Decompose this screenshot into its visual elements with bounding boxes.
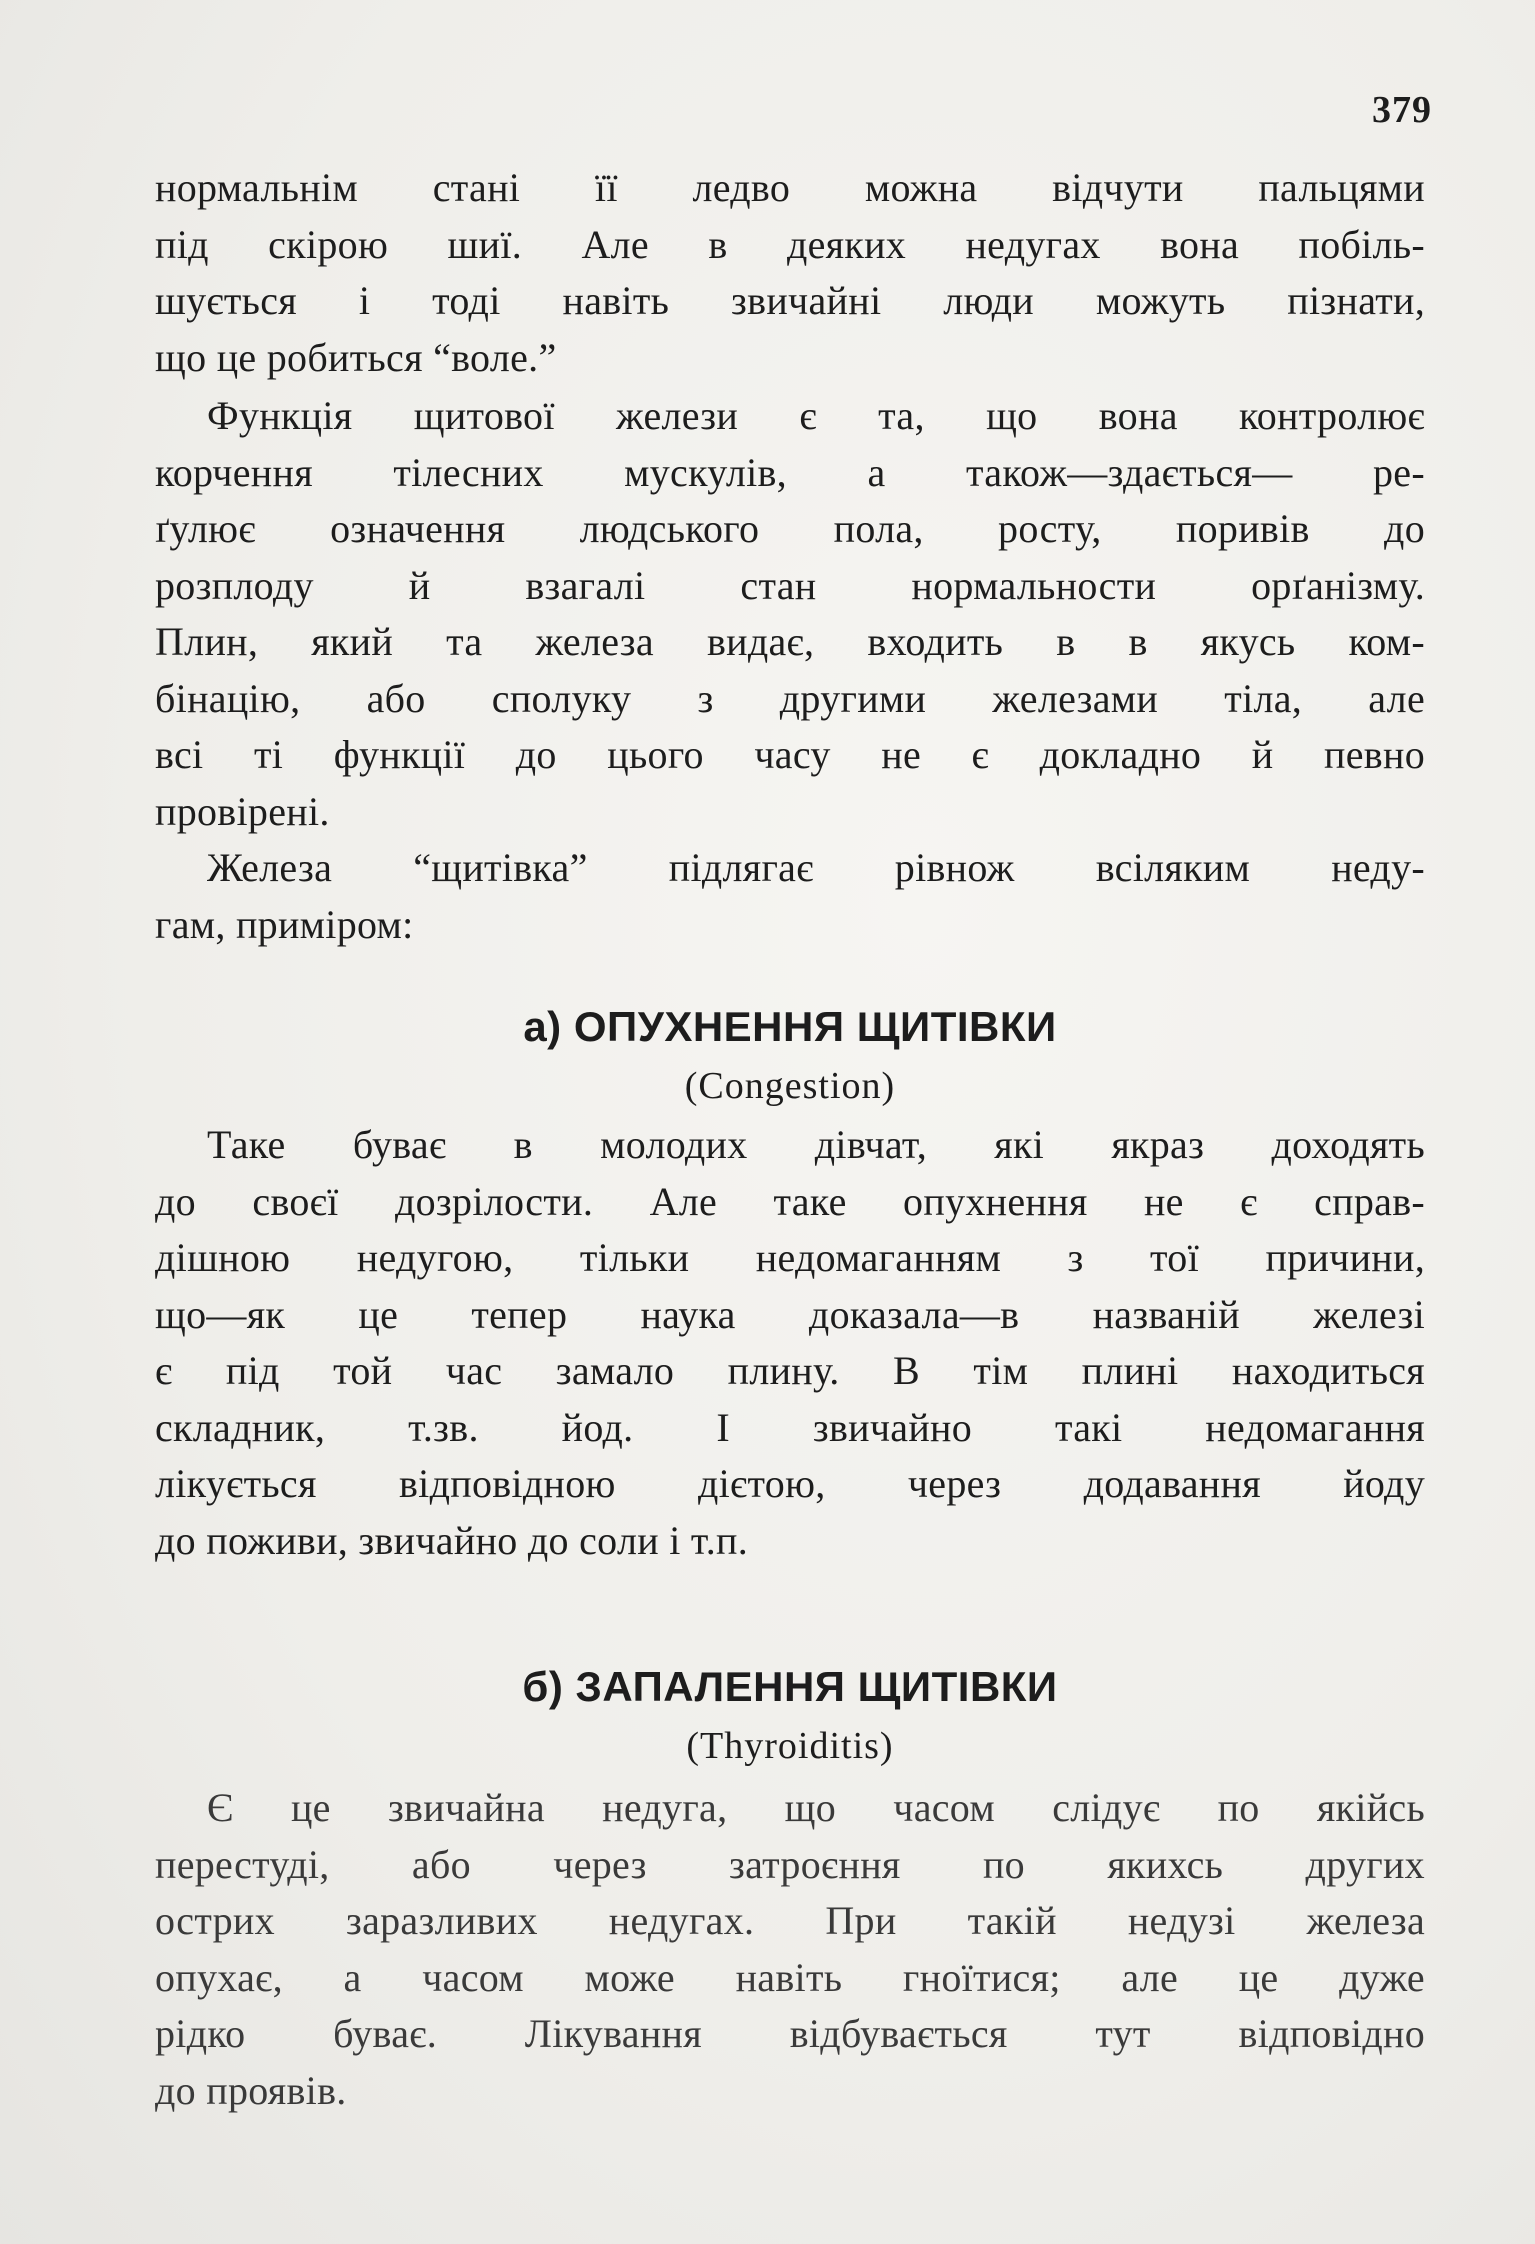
text-line: що це робиться “воле.”	[155, 334, 557, 380]
text-line: всі ті функції до цього часу не є докладно й певно	[155, 732, 1425, 777]
section-b-title: б) ЗАПАЛЕННЯ ЩИТІВКИ	[522, 1663, 1058, 1710]
text-line: до проявів.	[155, 2067, 347, 2113]
text-line: провірені.	[155, 788, 330, 834]
intro-paragraph	[155, 160, 1425, 386]
text-line: Є це звичайна недуга, що часом слідує по якійсь	[207, 1785, 1425, 1830]
text-line: Функція щитової желези є та, що вона контролює	[207, 393, 1425, 438]
text-line: ґулює означення людського пола, росту, поривів до	[155, 506, 1425, 551]
diseases-intro-paragraph	[155, 840, 1425, 953]
text-line: що—як це тепер наука доказала—в названій железі	[155, 1291, 1425, 1337]
text-line: Таке буває в молодих дівчат, які якраз доходять	[207, 1122, 1425, 1167]
text-line: гам, приміром:	[155, 901, 414, 947]
text-line: до своєї дозрілости. Але таке опухнення не є справ-	[155, 1178, 1425, 1224]
text-line: складник, т.зв. йод. І звичайно такі недомагання	[155, 1404, 1425, 1450]
section-b-paragraph	[155, 1780, 1425, 2119]
text-line: нормальнім стані її ледво можна відчути пальцями	[155, 165, 1425, 210]
section-a-paragraph	[155, 1117, 1425, 1569]
text-line: розплоду й взагалі стан нормальности орґанізму.	[155, 562, 1425, 608]
text-line: шується і тоді навіть звичайні люди можуть пізнати,	[155, 278, 1425, 323]
section-a-subtitle: (Congestion)	[684, 1065, 896, 1107]
text-line: до поживи, звичайно до соли і т.п.	[155, 1517, 749, 1563]
text-line: під скірою шиї. Але в деяких недугах вона побіль-	[155, 221, 1425, 267]
text-line: острих заразливих недугах. При такій недузі железа	[155, 1898, 1425, 1943]
text-line: є під той час замало плину. В тім плині находиться	[155, 1348, 1425, 1393]
text-line: бінацію, або сполуку з другими железами тіла, але	[155, 675, 1425, 721]
text-line: корчення тілесних мускулів, а також—здається— ре-	[155, 449, 1425, 495]
text-line: перестуді, або через затроєння по якихсь других	[155, 1841, 1425, 1887]
text-line: Плин, який та железа видає, входить в в якусь ком-	[155, 619, 1425, 664]
function-paragraph	[155, 388, 1425, 840]
text-line: рідко буває. Лікування відбувається тут відповідно	[155, 2011, 1425, 2056]
text-line: Железа “щитівка” підлягає рівнож всіляким неду-	[207, 845, 1425, 890]
text-line: дішною недугою, тільки недомаганням з тої причини,	[155, 1235, 1425, 1280]
text-line: опухає, а часом може навіть гноїтися; але це дуже	[155, 1954, 1425, 2000]
section-b-subtitle: (Thyroiditis)	[686, 1725, 894, 1767]
page-number: 379	[1372, 89, 1432, 131]
section-a-title: а) ОПУХНЕННЯ ЩИТІВКИ	[523, 1003, 1057, 1050]
text-line: лікується відповідною дієтою, через додавання йоду	[155, 1461, 1425, 1506]
